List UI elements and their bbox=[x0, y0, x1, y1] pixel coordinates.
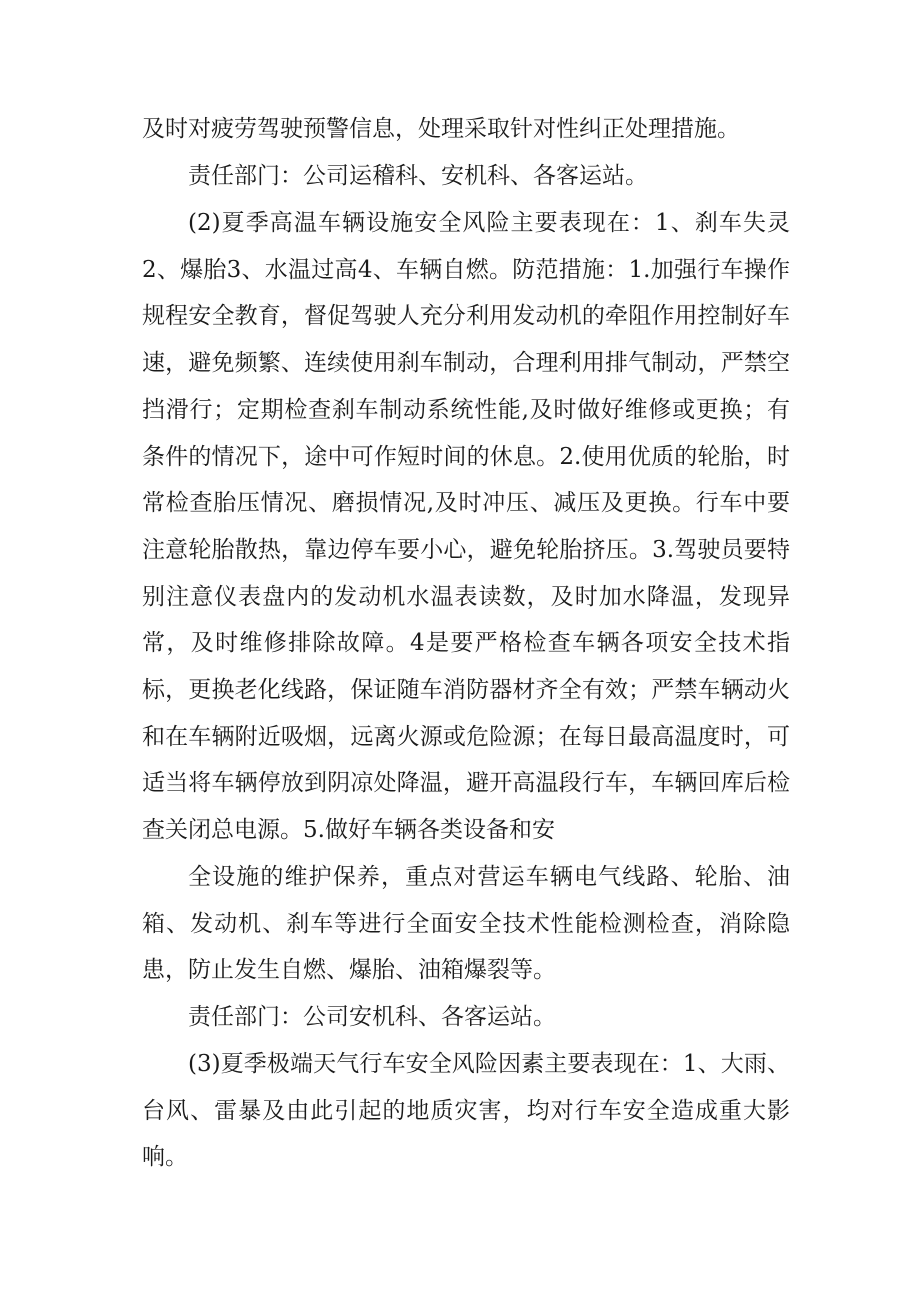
paragraph-extreme-weather-risk: (3)夏季极端天气行车安全风险因素主要表现在：1、大雨、台风、雷暴及由此引起的地质灾害，均对行车安全造成重大影响。 bbox=[142, 1051, 790, 1171]
paragraph-fatigue-warning: 及时对疲劳驾驶预警信息，处理采取针对性纠正处理措施。 bbox=[142, 116, 740, 142]
paragraph-summer-high-temp-risk: (2)夏季高温车辆设施安全风险主要表现在：1、刹车失灵2、爆胎3、水温过高4、车辆自燃。防范措施：1.加强行车操作规程安全教育，督促驾驶人充分利用发动机的牵阻作用控制好车速，避免频繁、连续使用刹车制动，合理利用排气制动，严禁空挡滑行；定期检查刹车制动系统性能,及时做好维修或更换；有条件的情况下，途中可作短时间的休息。2.使用优质的轮胎，时常检查胎压情况、磨损情况,及时冲压、减压及更换。行车中要注意轮胎散热，靠边停车要小心，避免轮胎挤压。3.驾驶员要特别注意仪表盘内的发动机水温表读数，及时加水降温，发现异常，及时维修排除故障。4是要严格检查车辆各项安全技术指标，更换老化线路，保证随车消防器材齐全有效；严禁车辆动火和在车辆附近吸烟，远离火源或危险源；在每日最高温度时，可适当将车辆停放到阴凉处降温，避开高温段行车，车辆回库后检查关闭总电源。5.做好车辆各类设备和安 bbox=[142, 210, 790, 844]
paragraph-responsible-dept-1: 责任部门：公司运稽科、安机科、各客运站。 bbox=[188, 163, 648, 189]
paragraph-responsible-dept-2: 责任部门：公司安机科、各客运站。 bbox=[188, 1004, 556, 1030]
paragraph-maintenance: 全设施的维护保养，重点对营运车辆电气线路、轮胎、油箱、发动机、刹车等进行全面安全技术性能检测检查，消除隐患，防止发生自燃、爆胎、油箱爆裂等。 bbox=[142, 864, 790, 984]
